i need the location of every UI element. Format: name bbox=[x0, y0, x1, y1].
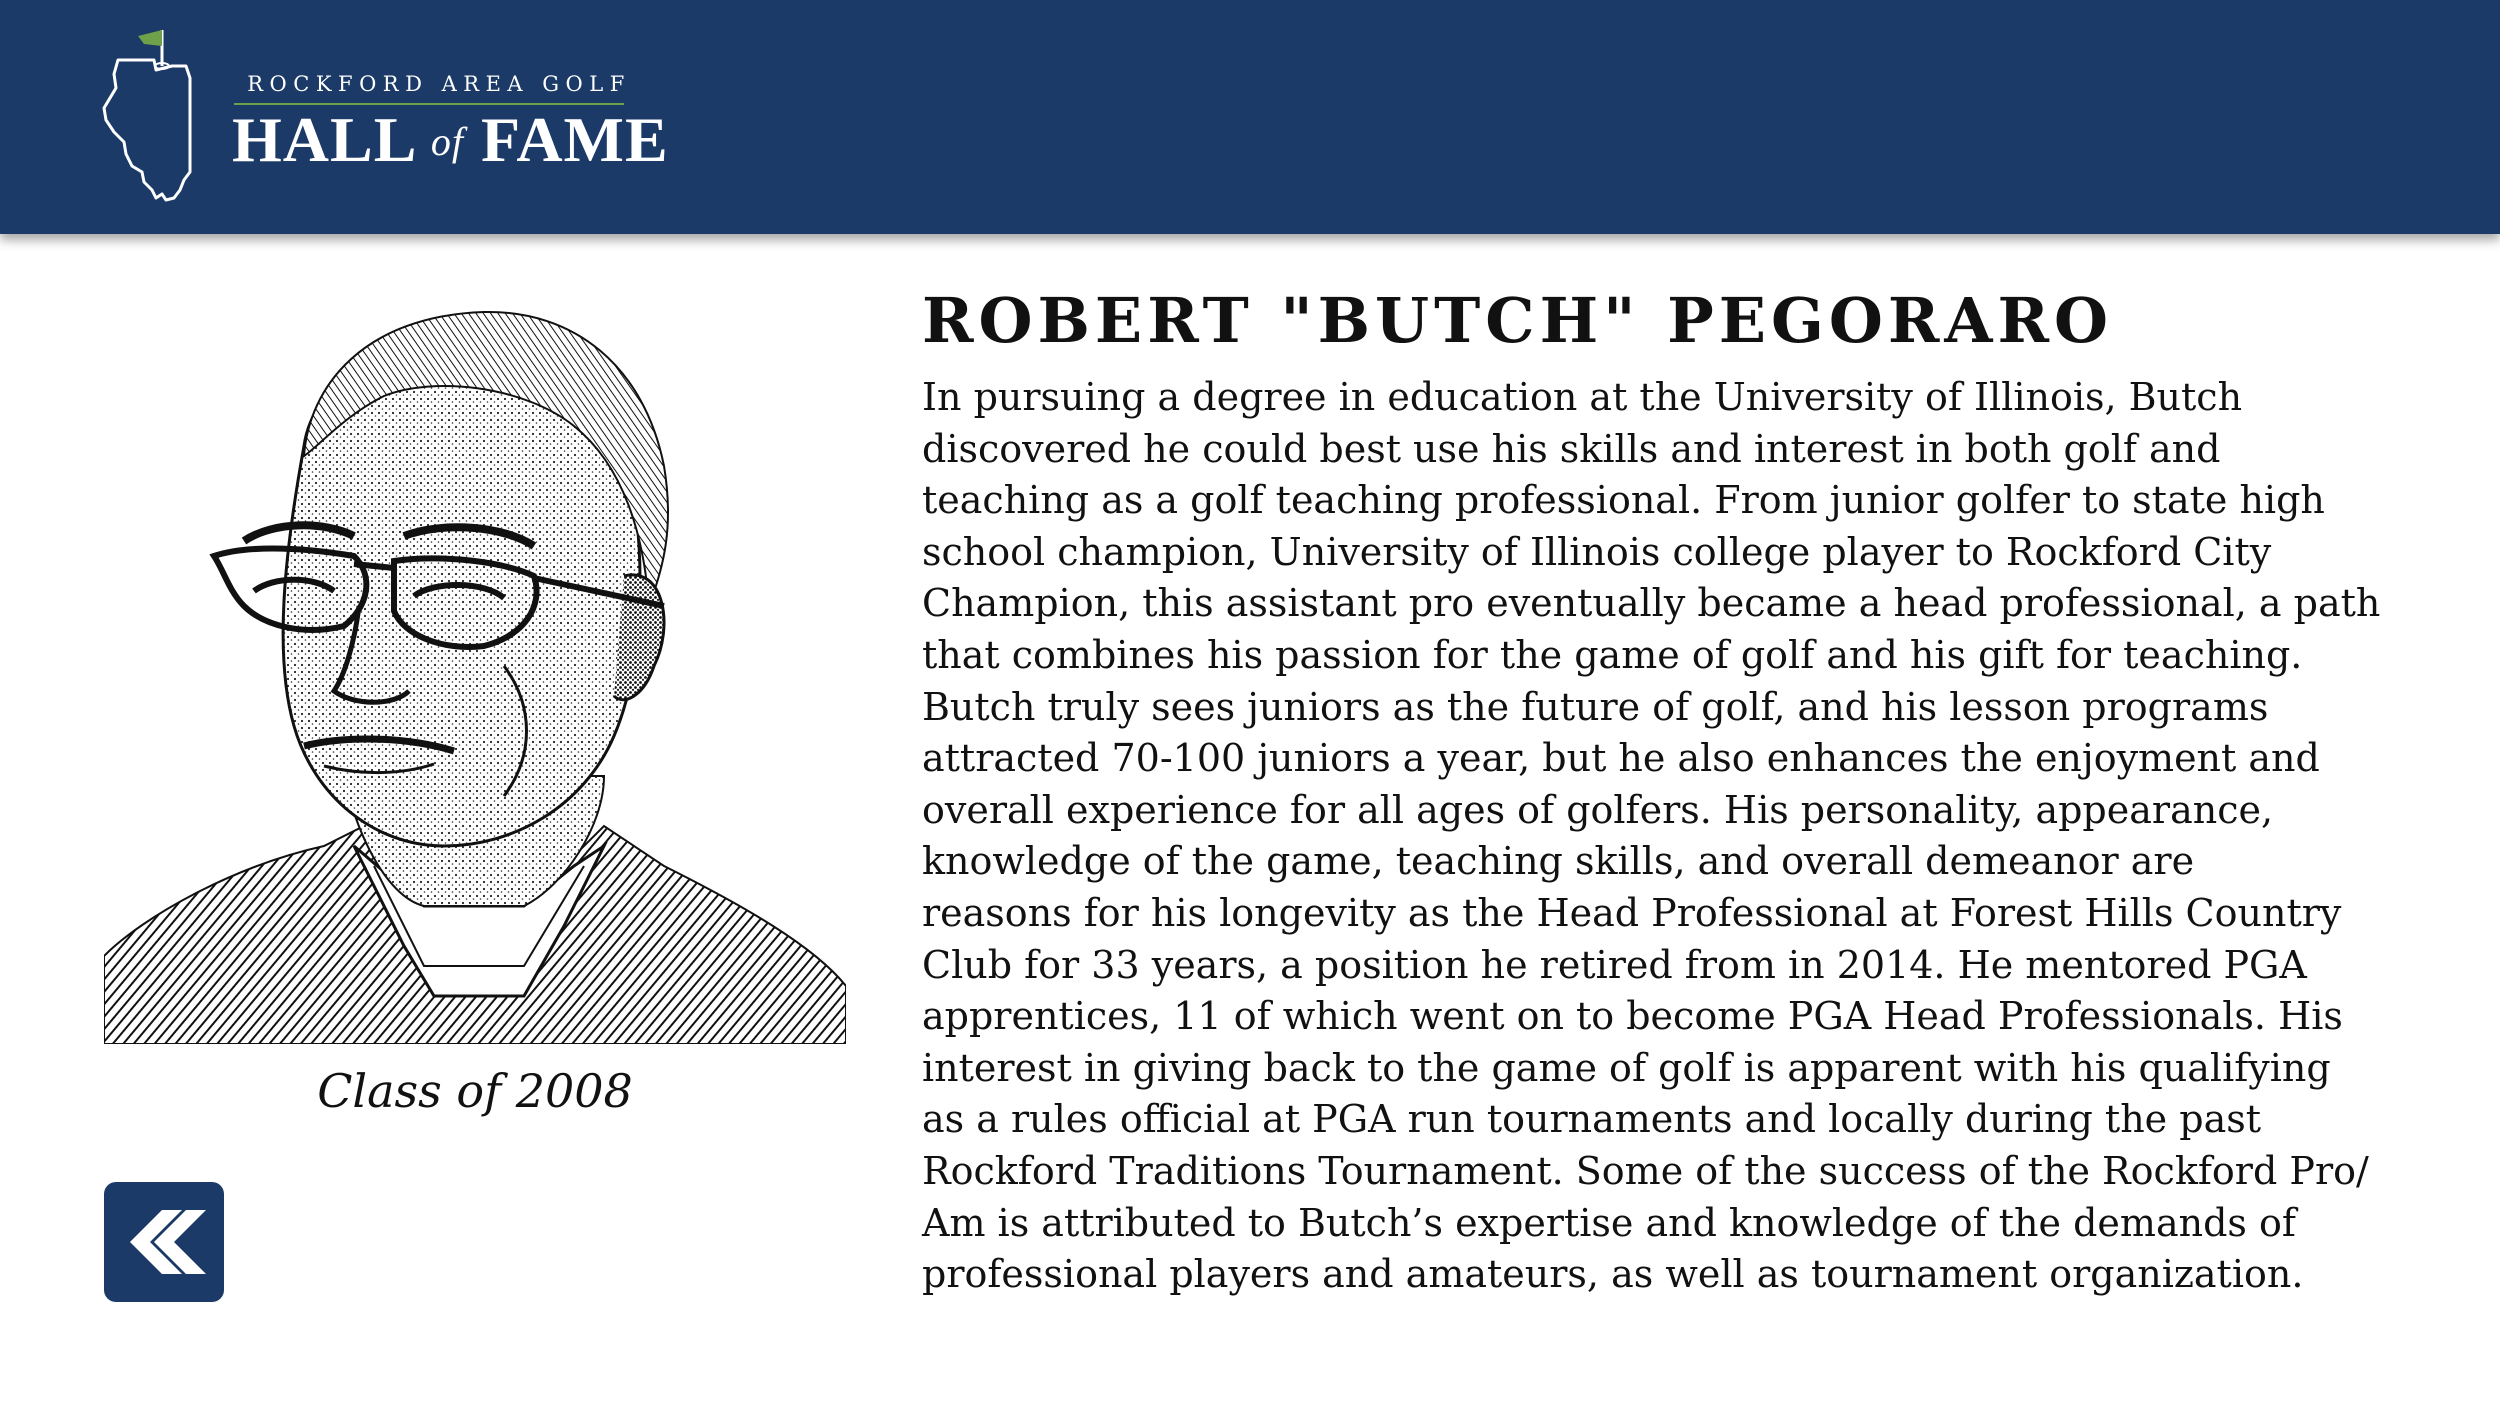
logo-subtitle: ROCKFORD AREA GOLF bbox=[247, 72, 631, 96]
bio-line: discovered he could best use his skills and interest in both golf and bbox=[922, 426, 2221, 471]
bio-line: Champion, this assistant pro eventually became a head professional, a path bbox=[922, 581, 2381, 626]
bio-line: Butch truly sees juniors as the future of golf, and his lesson programs bbox=[922, 684, 2269, 729]
bio-line: Club for 33 years, a position he retired from in 2014. He mentored PGA bbox=[922, 942, 2307, 987]
inductee-bio bbox=[922, 372, 2400, 1301]
bio-line: school champion, University of Illinois college player to Rockford City bbox=[922, 529, 2272, 574]
bio-line: knowledge of the game, teaching skills, and overall demeanor are bbox=[922, 839, 2195, 884]
bio-line: interest in giving back to the game of golf is apparent with his qualifying bbox=[922, 1045, 2331, 1090]
bio-line: Am is attributed to Butch’s expertise and knowledge of the demands of bbox=[922, 1200, 2296, 1245]
bio-line: that combines his passion for the game of golf and his gift for teaching. bbox=[922, 632, 2303, 677]
bio-line: apprentices, 11 of which went on to become PGA Head Professionals. His bbox=[922, 994, 2343, 1039]
double-chevron-left-icon bbox=[122, 1210, 206, 1274]
illinois-map-icon bbox=[96, 22, 206, 202]
bio-line: professional players and amateurs, as well as tournament organization. bbox=[922, 1252, 2304, 1297]
bio-line: as a rules official at PGA run tournaments and locally during the past bbox=[922, 1097, 2261, 1142]
hall-of-fame-logo bbox=[96, 22, 669, 212]
logo-hall: HALL bbox=[232, 104, 414, 175]
inductee-name: ROBERT "BUTCH" PEGORARO bbox=[922, 284, 2114, 357]
bio-line: In pursuing a degree in education at the University of Illinois, Butch bbox=[922, 375, 2243, 419]
header-bar bbox=[0, 0, 2500, 234]
logo-of: of bbox=[430, 119, 464, 164]
class-year-label: Class of 2008 bbox=[317, 1064, 633, 1118]
inductee-portrait bbox=[104, 306, 846, 1044]
bio-line: teaching as a golf teaching professional. From junior golfer to state high bbox=[922, 478, 2325, 523]
bio-line: reasons for his longevity as the Head Professional at Forest Hills Country bbox=[922, 890, 2342, 935]
back-button[interactable] bbox=[104, 1182, 224, 1302]
logo-fame: FAME bbox=[480, 104, 669, 175]
bio-line: Rockford Traditions Tournament. Some of the success of the Rockford Pro/ bbox=[922, 1148, 2369, 1193]
bio-line: attracted 70-100 juniors a year, but he also enhances the enjoyment and bbox=[922, 736, 2320, 781]
logo-title bbox=[232, 104, 669, 175]
bio-line: overall experience for all ages of golfers. His personality, appearance, bbox=[922, 787, 2274, 832]
